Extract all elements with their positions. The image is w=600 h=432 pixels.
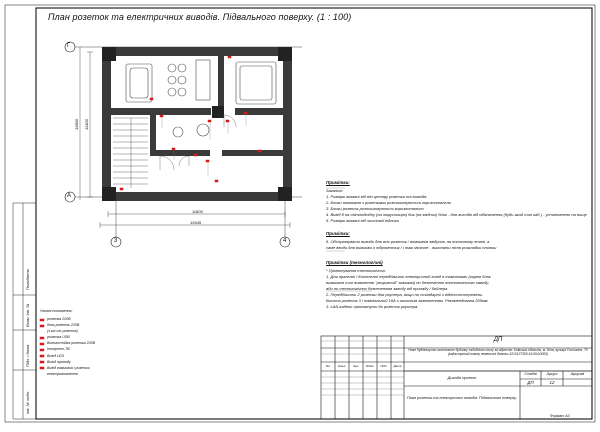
- tb-col-sheet: Аркуш: [546, 372, 558, 376]
- socket-point: [194, 154, 197, 156]
- legend-item: розетка USB: [47, 335, 70, 340]
- socket-point: [215, 180, 218, 182]
- side-label-replace: Взам. інв. №: [25, 303, 30, 327]
- dimension-inner-width: 11800: [192, 209, 203, 214]
- tb-stage: ДП: [527, 380, 534, 385]
- socket-point: [172, 148, 175, 150]
- legend-item: розетка 220В: [47, 317, 71, 321]
- title-block-thin: [321, 341, 404, 395]
- wall-mid-1: [111, 108, 211, 115]
- socket-point: [208, 120, 211, 122]
- tb-format: Формат А3: [550, 414, 570, 418]
- electrical-leaders: [162, 114, 246, 176]
- legend-title: Умовні позначення:: [40, 309, 73, 313]
- dimension-overall-width: 12645: [190, 220, 202, 225]
- wall-bottom: [102, 192, 292, 201]
- notes-item: 3. Блоки розеток розташовуються горизонтально: [326, 206, 424, 211]
- wall-room: [218, 56, 224, 108]
- notes-item: 6. Обслуговувати виводи для всіх розеток / вимикачів звідусіль на поточному етапі, а: [326, 239, 490, 244]
- tb-col-stage: Стадія: [524, 372, 537, 376]
- notes-item: 1. Для пральної / Котельної передбачити електричний вивід в тампонами (окрем блок: [326, 274, 491, 279]
- doors: [160, 115, 236, 170]
- fixture-tank: [173, 127, 183, 137]
- wall-left: [102, 47, 111, 197]
- wall-mid-2: [235, 108, 283, 115]
- wall-hall: [150, 150, 210, 156]
- legend-item: (з кіл-ть розеток): [47, 329, 78, 334]
- fixture-4: [178, 76, 186, 84]
- notes-item: 4. Вивід 8 на свiтлодіодну (на інкрустацію) бок (на звідних) блок - для виходів від пiдключення (будь-який тип каб.) - установлено на вище: [326, 212, 587, 217]
- legend-list: [47, 316, 95, 377]
- notes-item: 2. Передбачити 2 розетки для роутера, якщо по стандарті з відеоспостережень.: [326, 292, 484, 297]
- fixture-table: [236, 62, 276, 104]
- fixture-cabinet: [196, 60, 210, 100]
- wall-top: [102, 47, 292, 56]
- dimension-inner-height: 11400: [84, 119, 89, 130]
- legend-item: Інтернет-ТВ: [47, 347, 70, 352]
- socket-point: [226, 120, 229, 122]
- fixture-boiler: [197, 124, 209, 136]
- fixture-3: [168, 76, 176, 84]
- tb-row-label: №док.: [365, 364, 375, 368]
- notes-heading-2: Примітки:: [326, 231, 350, 236]
- notes-general: Загальні:: [326, 188, 344, 193]
- tb-row-label: Кільк.: [338, 364, 346, 368]
- notes-item: 1. Розміри вказані від вісі центру розетки та виводів.: [326, 194, 428, 199]
- tb-sheet: 12: [549, 380, 555, 385]
- wall-right: [283, 47, 292, 200]
- legend-item: Вивід LED: [47, 353, 65, 358]
- legend-item: електроживлення: [47, 371, 78, 376]
- tb-stage-code: ДП: [493, 337, 503, 343]
- tb-row-label: Арк.: [353, 364, 359, 368]
- dimension-overall-height: 16800: [74, 118, 79, 130]
- socket-point: [228, 56, 231, 58]
- legend-item: Вивід проводу: [47, 359, 71, 364]
- notes-item: вимикачів тип вимкнення "розривний" вимикач) по безпеченню технологічного заводу,: [326, 280, 490, 285]
- axis-label-bottom: А: [67, 193, 72, 199]
- tb-row-label: Зм.: [325, 364, 331, 368]
- notes-item: 3. LAN-кабель протягнути до розеток роутера.: [326, 304, 419, 309]
- axis-label-right: 4: [283, 238, 287, 244]
- side-label-sign: Підп. і дата: [25, 344, 30, 367]
- side-label-approved: Погоджено: [25, 269, 30, 290]
- axis-label-top: Г: [67, 43, 71, 49]
- fixture-6: [178, 88, 186, 96]
- fixture-5: [168, 88, 176, 96]
- fixture-1: [168, 64, 176, 72]
- socket-point: [244, 112, 247, 114]
- notes-item: або по технологічних безпеченням заводу від приладу / бойлера: [326, 286, 448, 291]
- wall-stair: [150, 115, 156, 155]
- page-title: План розеток та електричних виводів. Підвального поверху. (1 : 100): [48, 12, 352, 22]
- wall-corridor: [222, 150, 283, 156]
- notes-heading-3: Примітки (технологічні): [326, 260, 383, 265]
- socket-point: [206, 160, 209, 162]
- legend-item: блок розеток 220В: [47, 323, 80, 328]
- fixture-2: [178, 64, 186, 72]
- legend-item: Вивід вимикача і розетки: [47, 365, 90, 370]
- tb-row-label: Підп.: [380, 364, 388, 368]
- notes-item: Висота розеток 3 і номінальний 16А з захисним заземленням. Рекомендована 200мм: [326, 298, 488, 303]
- socket-point: [160, 115, 163, 117]
- tb-drawing-name: План розеток та електричних виводів. Підвального поверху.: [407, 396, 517, 400]
- axis-bubbles: [65, 42, 290, 247]
- tb-row-label: Дата: [393, 364, 402, 368]
- legend-item: Вологостійка розетка 220В: [47, 341, 95, 346]
- staircase: [113, 118, 148, 188]
- notes-block: [326, 180, 588, 310]
- tb-col-sheets: Аркушів: [570, 372, 585, 376]
- notes-item: 5. Розміри вказані від чистової підлоги: [326, 218, 399, 223]
- side-label-inventory: Інв. № подл.: [25, 390, 30, 414]
- tb-section: Дизайн проект: [447, 375, 477, 380]
- notes-heading-1: Примітки:: [326, 180, 350, 185]
- axis-label-left: 3: [114, 238, 118, 244]
- socket-point: [120, 188, 123, 190]
- notes-item: саме вводи для вимикачі є підрозетник / і такі місячне - виконати після розкладки плитки: [326, 245, 497, 250]
- notes-item: 2. Блоки вимикачів з розетками розташовуються горизонтально: [326, 200, 451, 205]
- notes-item: * Проектування технологічних:: [326, 268, 386, 273]
- fixtures: [126, 60, 276, 137]
- socket-point: [258, 150, 261, 152]
- legend-symbols: [40, 319, 44, 369]
- tb-project-name: Нове будівництво житлового будинку садибного типу за адресою: Київська область, м. Біла, вулиця Гостинна, 70 (кадастровий номер земельної ділянки 3210137300:16:004:0005): [408, 348, 588, 357]
- socket-point: [150, 98, 153, 100]
